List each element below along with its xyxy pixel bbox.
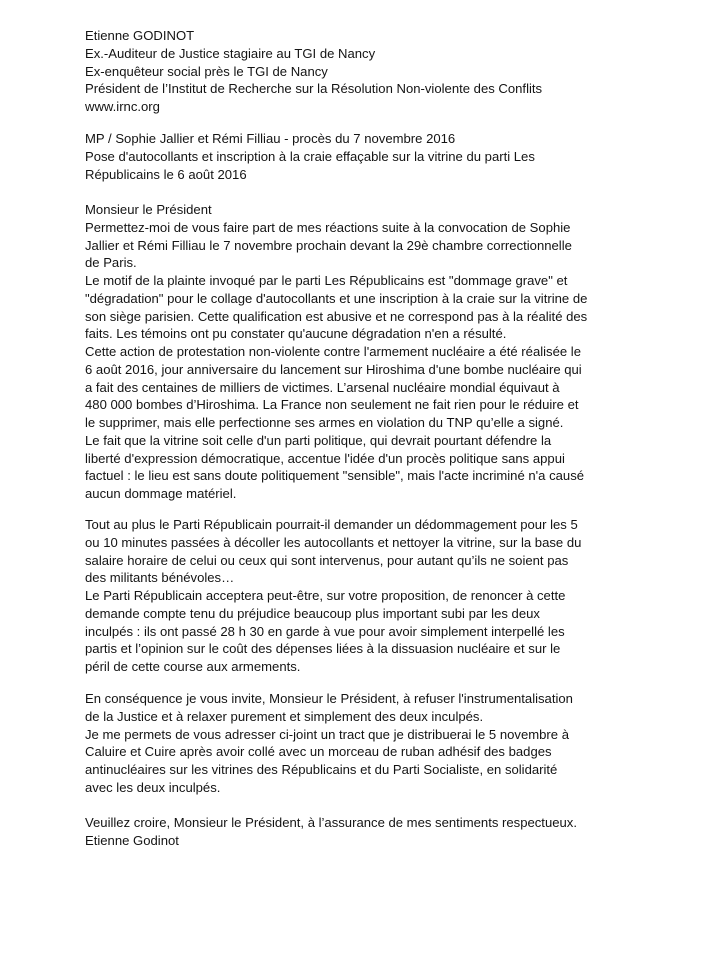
text-line: liberté d'expression démocratique, accentue l'idée d'un procès politique sans appui bbox=[85, 450, 565, 466]
text-line: 6 août 2016, jour anniversaire du lancement sur Hiroshima d'une bombe nucléaire qui bbox=[85, 361, 582, 377]
text-line: Caluire et Cuire après avoir collé avec un morceau de ruban adhésif des badges bbox=[85, 744, 552, 760]
text-line: Permettez-moi de vous faire part de mes réactions suite à la convocation de Sophie bbox=[85, 219, 571, 235]
text-line: Le Parti Républicain acceptera peut-être, sur votre proposition, de renoncer à cette bbox=[85, 588, 566, 603]
text-line: partis et l’opinion sur le coût des dépenses liées à la dissuasion nucléaire et sur le bbox=[85, 641, 561, 657]
subject-line-3: Républicains le 6 août 2016 bbox=[85, 166, 247, 182]
sender-header bbox=[85, 27, 685, 116]
salutation: Monsieur le Président bbox=[85, 202, 212, 217]
text-line: faits. Les témoins ont pu constater qu'aucune dégradation n'en a résulté. bbox=[85, 326, 507, 342]
text-line: antinucléaires sur les vitrines des Républicains et du Parti Socialiste, en solidarité bbox=[85, 762, 558, 777]
text-line: demande compte tenu du préjudice beaucoup plus important subi par les deux bbox=[85, 605, 540, 621]
text-line: "dégradation" pour le collage d'autocollants et une inscription à la craie sur la vitrine de bbox=[85, 290, 588, 306]
sender-title-1: Ex.-Auditeur de Justice stagiaire au TGI de Nancy bbox=[85, 45, 376, 61]
subject-line-1: MP / Sophie Jallier et Rémi Filliau - procès du 7 novembre 2016 bbox=[85, 131, 456, 146]
text-line: de la Justice et à relaxer purement et simplement des deux inculpés. bbox=[85, 708, 484, 724]
text-line: aucun dommage matériel. bbox=[85, 486, 237, 501]
text-line: son siège parisien. Cette qualification est abusive et ne correspond pas à la réalité des bbox=[85, 308, 588, 324]
text-line: 480 000 bombes d’Hiroshima. La France non seulement ne fait rien pour le réduire et bbox=[85, 397, 579, 413]
text-line: inculpés : ils ont passé 28 h 30 en garde à vue pour avoir simplement interpellé les bbox=[85, 623, 565, 639]
sender-website: www.irnc.org bbox=[85, 99, 160, 114]
text-line: En conséquence je vous invite, Monsieur le Président, à refuser l'instrumentalisation bbox=[85, 691, 573, 706]
closing-formula: Veuillez croire, Monsieur le Président, à l’assurance de mes sentiments respectueux. bbox=[85, 815, 577, 830]
text-line: Cette action de protestation non-violente contre l'armement nucléaire a été réalisée le bbox=[85, 344, 581, 359]
text-line: des militants bénévoles… bbox=[85, 570, 235, 586]
text-line: ou 10 minutes passées à décoller les autocollants et nettoyer la vitrine, sur la base du bbox=[85, 534, 582, 550]
subject-block bbox=[85, 130, 685, 183]
text-line: factuel : le lieu est sans doute politiquement "sensible", mais l'acte incriminé n'a causé bbox=[85, 468, 585, 484]
sender-title-2: Ex-enquêteur social près le TGI de Nancy bbox=[85, 63, 328, 79]
text-line: Le fait que la vitrine soit celle d'un parti politique, qui devrait pourtant défendre la bbox=[85, 432, 552, 448]
sender-name: Etienne GODINOT bbox=[85, 28, 195, 43]
sender-title-3: Président de l’Institut de Recherche sur la Résolution Non-violente des Conflits bbox=[85, 81, 543, 97]
text-line: de Paris. bbox=[85, 255, 137, 271]
text-line: a fait des centaines de milliers de victimes. L’arsenal nucléaire mondial équivaut à bbox=[85, 379, 560, 395]
text-line: avec les deux inculpés. bbox=[85, 779, 221, 795]
text-line: Je me permets de vous adresser ci-joint un tract que je distribuerai le 5 novembre à bbox=[85, 726, 569, 742]
text-line: Tout au plus le Parti Républicain pourrait-il demander un dédommagement pour les 5 bbox=[85, 517, 578, 532]
body-paragraph-1 bbox=[85, 201, 685, 503]
subject-line-2: Pose d'autocollants et inscription à la craie effaçable sur la vitrine du parti Les bbox=[85, 148, 535, 164]
text-line: péril de cette course aux armements. bbox=[85, 659, 301, 674]
text-line: salaire horaire de celui ou ceux qui sont intervenus, pour autant qu’ils ne soient pas bbox=[85, 552, 569, 568]
body-paragraph-3 bbox=[85, 690, 685, 797]
signature-name: Etienne Godinot bbox=[85, 832, 179, 848]
text-line: le supprimer, mais elle perfectionne ses armes en violation du TNP qu’elle a signé. bbox=[85, 415, 564, 430]
closing-block bbox=[85, 814, 685, 850]
body-paragraph-2 bbox=[85, 516, 685, 676]
text-line: Jallier et Rémi Filliau le 7 novembre prochain devant la 29è chambre correctionnelle bbox=[85, 237, 572, 253]
text-line: Le motif de la plainte invoqué par le parti Les Républicains est "dommage grave" et bbox=[85, 273, 568, 288]
